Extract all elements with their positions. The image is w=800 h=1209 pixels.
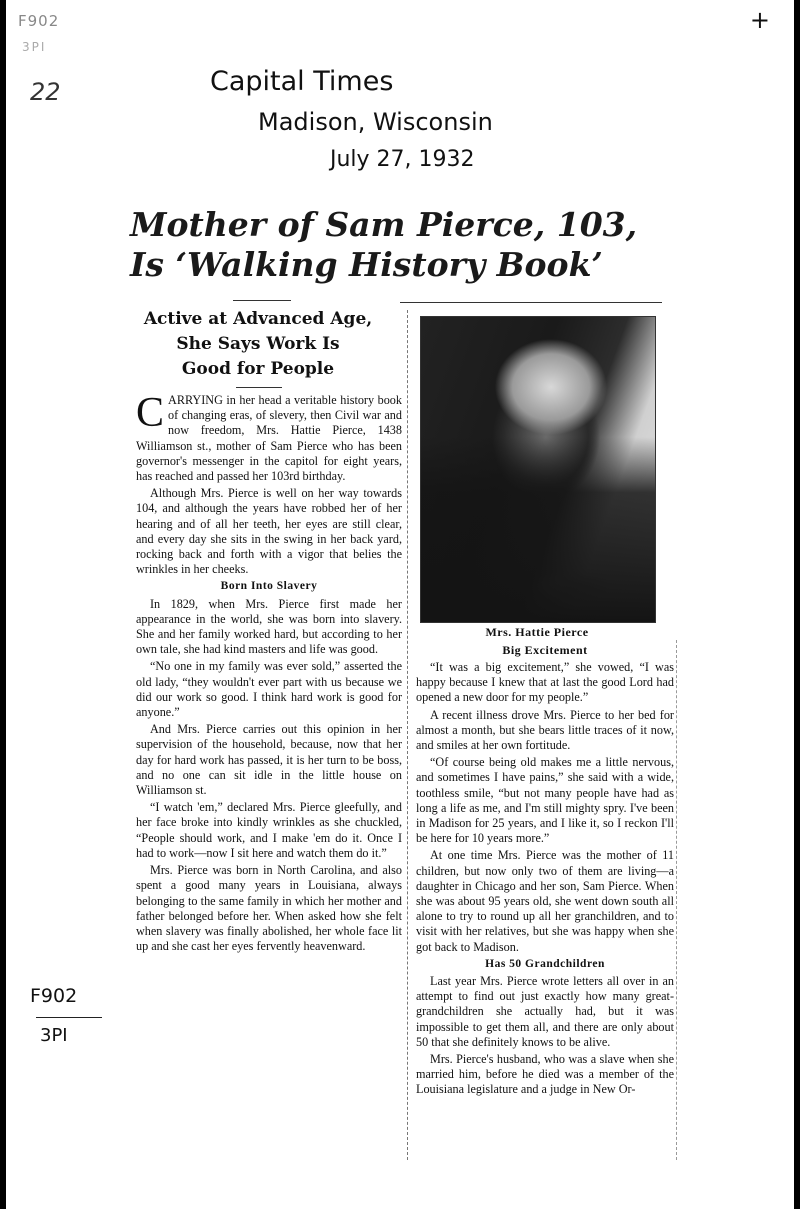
publication-date: July 27, 1932: [330, 147, 475, 172]
rule-divider: [233, 300, 291, 301]
publication-name: Capital Times: [210, 66, 394, 97]
headline-line-2: Is ‘Walking History Book’: [130, 245, 603, 284]
paragraph: Last year Mrs. Pierce wrote letters all over in an attempt to find out just exactly how many great-grandchildren she actually had, but it was impossible to get them all, and there are only about 50 that she definitely knows to be alive.: [416, 974, 674, 1049]
archive-ref-bottom: F902: [30, 985, 78, 1007]
subhead-line-2: She Says Work Is: [176, 334, 340, 354]
paragraph: Although Mrs. Pierce is well on her way towards 104, and although the years have robbed her of her hearing and of all her teeth, her eyes are still clear, and every day she sits in the swing in her back yard, rocking back and forth with a vigor that belies the wrinkles in her cheeks.: [136, 486, 402, 577]
section-heading: Has 50 Grandchildren: [485, 957, 605, 970]
rule-divider: [236, 387, 282, 388]
paragraph: “I watch 'em,” declared Mrs. Pierce gleefully, and her face broke into kindly wrinkles as she chuckled, “People should work, and I make 'em do it. Once I had to work—now I sit here and watch them do it.”: [136, 800, 402, 860]
drop-cap: C: [136, 390, 165, 436]
paragraph: In 1829, when Mrs. Pierce first made her appearance in the world, she was born into slavery. She and her family worked hard, but according to her own tale, she had kind masters and life was good.: [136, 596, 402, 657]
section-heading: Born Into Slavery: [220, 580, 318, 593]
section-heading: Big Excitement: [502, 643, 588, 657]
corner-mark: +: [749, 6, 770, 34]
ref-underline: [36, 1017, 102, 1018]
paragraph: Mrs. Pierce's husband, who was a slave when she married him, before he died was a member of the Louisiana legislature and a judge in New Or-: [416, 1052, 674, 1097]
archive-ref-top: F902: [18, 12, 60, 30]
portrait-photo: [420, 316, 656, 623]
scan-edge-left: [0, 0, 6, 1209]
photo-caption: Mrs. Hattie Pierce: [485, 625, 589, 639]
headline-line-1: Mother of Sam Pierce, 103,: [130, 205, 638, 244]
article-headline: [130, 205, 690, 285]
paragraph: Mrs. Pierce was born in North Carolina, and also spent a good many years in Louisiana, always belonging to the same family in which her mother and father belonged before her. When asked how she felt when slavery was finally abolished, her whole face lit up and she cast her eyes fervently heavenward.: [136, 863, 402, 954]
paragraph: At one time Mrs. Pierce was the mother of 11 children, but now only two of them are living—a daughter in Chicago and her son, Sam Pierce. When she was about 95 years old, she went down south all alone to try to round up all her granchildren, and to visit with her relatives, but she was happy when she got back to Madison.: [416, 848, 674, 954]
page-number: 22: [30, 78, 61, 106]
scan-edge-right: [794, 0, 800, 1209]
right-column: [416, 660, 674, 1100]
publication-location: Madison, Wisconsin: [258, 108, 493, 136]
paragraph: [136, 390, 402, 484]
paragraph: “Of course being old makes me a little nervous, and sometimes I have pains,” she said with a wide, toothless smile, “but not many people have had as long a life as me, and I'm still mighty spry. I've been in Madison for 25 years, and I like it, so I reckon I'll be here for 10 years more.”: [416, 755, 674, 846]
subhead-line-3: Good for People: [181, 359, 335, 379]
column-divider: [676, 640, 678, 1160]
column-divider: [407, 310, 409, 1160]
archive-ref-bottom-sub: 3PI: [40, 1025, 68, 1046]
photo-shading: [421, 437, 655, 622]
paragraph: And Mrs. Pierce carries out this opinion in her supervision of the household, because, now that her day for hard work has passed, it is her turn to be boss, and no one can sit idle in the little house on Williamson st.: [136, 722, 402, 798]
paragraph: “It was a big excitement,” she vowed, “I was happy because I knew that at last the good Lord had opened a new door for my people.”: [416, 660, 674, 705]
rule-divider: [400, 302, 662, 303]
subhead-line-1: Active at Advanced Age,: [143, 309, 373, 329]
paragraph: A recent illness drove Mrs. Pierce to her bed for almost a month, but she bears little traces of it now, and smiles at her own fortitude.: [416, 707, 674, 753]
left-column: [136, 390, 402, 956]
paragraph: “No one in my family was ever sold,” asserted the old lady, “they wouldn't ever part with us because we did our work so good. I think hard work is good for anyone.”: [136, 659, 402, 720]
archive-ref-top-sub: 3PI: [22, 40, 47, 54]
paragraph-text: ARRYING in her head a veritable history book of changing eras, of slevery, then Civil war and now freedom, Mrs. Hattie Pierce, 1438 Williamson st., mother of Sam Pierce who has been governor's messenger in the capitol for eight years, has reached and passed her 103rd birthday.: [136, 393, 402, 484]
article-subhead: [113, 307, 403, 382]
